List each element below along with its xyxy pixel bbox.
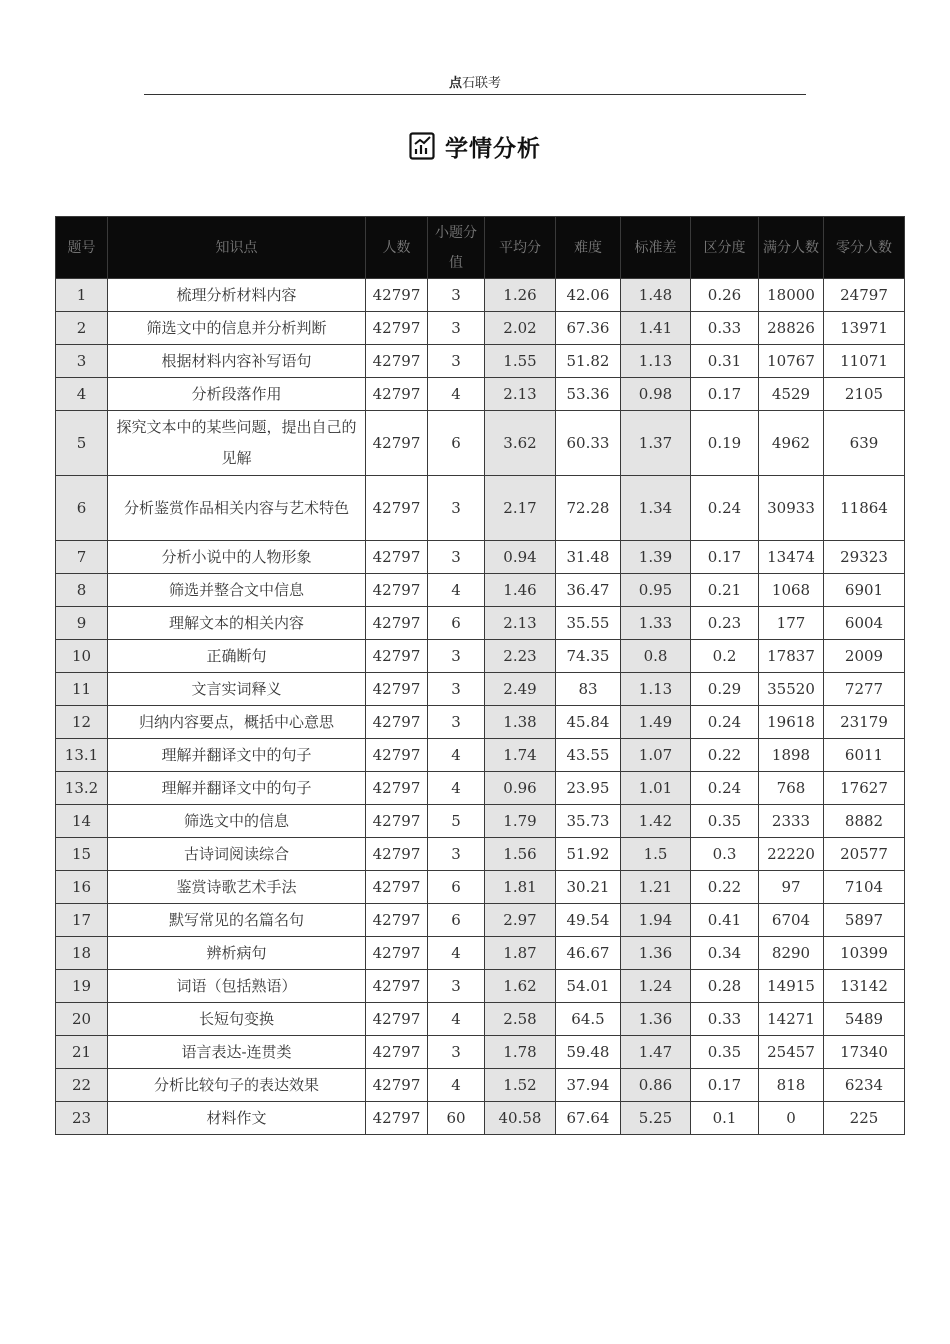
cell-average: 3.62 — [485, 411, 556, 476]
cell-score-value: 3 — [428, 312, 485, 345]
cell-number: 15 — [56, 838, 108, 871]
cell-full-score: 30933 — [759, 476, 824, 541]
cell-full-score: 4529 — [759, 378, 824, 411]
cell-stddev: 1.37 — [621, 411, 691, 476]
cell-knowledge: 词语（包括熟语） — [108, 970, 366, 1003]
cell-average: 1.81 — [485, 871, 556, 904]
cell-knowledge: 古诗词阅读综合 — [108, 838, 366, 871]
cell-full-score: 13474 — [759, 541, 824, 574]
cell-number: 7 — [56, 541, 108, 574]
cell-difficulty: 45.84 — [556, 706, 621, 739]
cell-count: 42797 — [366, 673, 428, 706]
cell-count: 42797 — [366, 970, 428, 1003]
cell-stddev: 1.94 — [621, 904, 691, 937]
analysis-chart-icon — [409, 132, 435, 160]
cell-full-score: 0 — [759, 1102, 824, 1135]
table-row — [56, 937, 905, 970]
cell-stddev: 1.42 — [621, 805, 691, 838]
cell-score-value: 6 — [428, 904, 485, 937]
page-header — [144, 70, 806, 95]
cell-zero-score: 11864 — [824, 476, 905, 541]
cell-knowledge: 辨析病句 — [108, 937, 366, 970]
col-header-full-score: 满分人数 — [759, 217, 824, 279]
cell-discrimination: 0.17 — [691, 1069, 759, 1102]
cell-average: 2.13 — [485, 607, 556, 640]
col-header-number: 题号 — [56, 217, 108, 279]
cell-knowledge: 根据材料内容补写语句 — [108, 345, 366, 378]
cell-stddev: 1.47 — [621, 1036, 691, 1069]
cell-full-score: 177 — [759, 607, 824, 640]
cell-difficulty: 51.92 — [556, 838, 621, 871]
cell-score-value: 3 — [428, 476, 485, 541]
title-text: 学情分析 — [445, 135, 541, 162]
cell-stddev: 0.8 — [621, 640, 691, 673]
cell-full-score: 6704 — [759, 904, 824, 937]
cell-knowledge: 文言实词释义 — [108, 673, 366, 706]
cell-score-value: 3 — [428, 345, 485, 378]
cell-full-score: 19618 — [759, 706, 824, 739]
cell-discrimination: 0.22 — [691, 871, 759, 904]
cell-stddev: 1.36 — [621, 1003, 691, 1036]
cell-stddev: 0.95 — [621, 574, 691, 607]
cell-zero-score: 8882 — [824, 805, 905, 838]
table-header-row — [56, 217, 905, 279]
cell-zero-score: 13142 — [824, 970, 905, 1003]
cell-number: 20 — [56, 1003, 108, 1036]
cell-knowledge: 分析小说中的人物形象 — [108, 541, 366, 574]
cell-average: 1.62 — [485, 970, 556, 1003]
cell-count: 42797 — [366, 574, 428, 607]
table-row — [56, 279, 905, 312]
table-row — [56, 312, 905, 345]
cell-difficulty: 54.01 — [556, 970, 621, 1003]
cell-knowledge: 梳理分析材料内容 — [108, 279, 366, 312]
cell-discrimination: 0.34 — [691, 937, 759, 970]
cell-average: 1.87 — [485, 937, 556, 970]
cell-stddev: 1.01 — [621, 772, 691, 805]
cell-score-value: 3 — [428, 673, 485, 706]
cell-discrimination: 0.35 — [691, 1036, 759, 1069]
cell-full-score: 97 — [759, 871, 824, 904]
cell-count: 42797 — [366, 607, 428, 640]
cell-knowledge: 筛选文中的信息 — [108, 805, 366, 838]
cell-full-score: 35520 — [759, 673, 824, 706]
cell-stddev: 1.48 — [621, 279, 691, 312]
cell-stddev: 5.25 — [621, 1102, 691, 1135]
cell-score-value: 4 — [428, 937, 485, 970]
cell-count: 42797 — [366, 1069, 428, 1102]
cell-number: 9 — [56, 607, 108, 640]
cell-average: 1.55 — [485, 345, 556, 378]
cell-score-value: 3 — [428, 279, 485, 312]
cell-stddev: 1.07 — [621, 739, 691, 772]
cell-zero-score: 7104 — [824, 871, 905, 904]
cell-discrimination: 0.2 — [691, 640, 759, 673]
cell-difficulty: 51.82 — [556, 345, 621, 378]
header-brand: 点石联考 — [448, 76, 502, 91]
cell-number: 5 — [56, 411, 108, 476]
cell-full-score: 2333 — [759, 805, 824, 838]
cell-zero-score: 20577 — [824, 838, 905, 871]
cell-stddev: 1.39 — [621, 541, 691, 574]
cell-score-value: 4 — [428, 378, 485, 411]
cell-full-score: 768 — [759, 772, 824, 805]
cell-count: 42797 — [366, 541, 428, 574]
cell-number: 13.2 — [56, 772, 108, 805]
cell-score-value: 5 — [428, 805, 485, 838]
cell-number: 8 — [56, 574, 108, 607]
cell-stddev: 1.13 — [621, 345, 691, 378]
cell-difficulty: 72.28 — [556, 476, 621, 541]
table-row — [56, 970, 905, 1003]
cell-zero-score: 2105 — [824, 378, 905, 411]
cell-difficulty: 83 — [556, 673, 621, 706]
cell-knowledge: 正确断句 — [108, 640, 366, 673]
cell-average: 2.58 — [485, 1003, 556, 1036]
table-row — [56, 541, 905, 574]
col-header-difficulty: 难度 — [556, 217, 621, 279]
cell-zero-score: 13971 — [824, 312, 905, 345]
col-header-stddev: 标准差 — [621, 217, 691, 279]
cell-number: 18 — [56, 937, 108, 970]
cell-difficulty: 31.48 — [556, 541, 621, 574]
cell-difficulty: 67.64 — [556, 1102, 621, 1135]
cell-difficulty: 23.95 — [556, 772, 621, 805]
cell-count: 42797 — [366, 904, 428, 937]
table-row — [56, 378, 905, 411]
cell-average: 1.74 — [485, 739, 556, 772]
cell-full-score: 1068 — [759, 574, 824, 607]
cell-score-value: 6 — [428, 411, 485, 476]
cell-zero-score: 5489 — [824, 1003, 905, 1036]
cell-zero-score: 17627 — [824, 772, 905, 805]
table-body — [56, 279, 905, 1135]
cell-difficulty: 35.73 — [556, 805, 621, 838]
cell-knowledge: 探究文本中的某些问题，提出自己的见解 — [108, 411, 366, 476]
cell-discrimination: 0.35 — [691, 805, 759, 838]
col-header-score-value: 小题分值 — [428, 217, 485, 279]
cell-full-score: 17837 — [759, 640, 824, 673]
cell-score-value: 4 — [428, 739, 485, 772]
table-row — [56, 476, 905, 541]
cell-full-score: 4962 — [759, 411, 824, 476]
cell-knowledge: 语言表达-连贯类 — [108, 1036, 366, 1069]
analysis-table — [55, 216, 905, 1135]
cell-stddev: 1.41 — [621, 312, 691, 345]
table-row — [56, 574, 905, 607]
cell-discrimination: 0.22 — [691, 739, 759, 772]
cell-average: 2.49 — [485, 673, 556, 706]
cell-stddev: 0.98 — [621, 378, 691, 411]
cell-difficulty: 37.94 — [556, 1069, 621, 1102]
cell-zero-score: 639 — [824, 411, 905, 476]
cell-zero-score: 5897 — [824, 904, 905, 937]
cell-score-value: 60 — [428, 1102, 485, 1135]
cell-count: 42797 — [366, 937, 428, 970]
cell-zero-score: 6004 — [824, 607, 905, 640]
col-header-knowledge: 知识点 — [108, 217, 366, 279]
cell-number: 16 — [56, 871, 108, 904]
cell-score-value: 3 — [428, 541, 485, 574]
col-header-zero-score: 零分人数 — [824, 217, 905, 279]
cell-zero-score: 11071 — [824, 345, 905, 378]
cell-number: 13.1 — [56, 739, 108, 772]
cell-number: 4 — [56, 378, 108, 411]
cell-average: 2.13 — [485, 378, 556, 411]
cell-knowledge: 理解文本的相关内容 — [108, 607, 366, 640]
cell-score-value: 4 — [428, 574, 485, 607]
cell-average: 2.02 — [485, 312, 556, 345]
cell-zero-score: 29323 — [824, 541, 905, 574]
cell-zero-score: 6011 — [824, 739, 905, 772]
cell-knowledge: 分析段落作用 — [108, 378, 366, 411]
cell-average: 1.26 — [485, 279, 556, 312]
cell-average: 1.46 — [485, 574, 556, 607]
cell-stddev: 1.33 — [621, 607, 691, 640]
cell-count: 42797 — [366, 772, 428, 805]
cell-knowledge: 分析鉴赏作品相关内容与艺术特色 — [108, 476, 366, 541]
cell-count: 42797 — [366, 345, 428, 378]
cell-discrimination: 0.19 — [691, 411, 759, 476]
cell-number: 11 — [56, 673, 108, 706]
cell-stddev: 1.21 — [621, 871, 691, 904]
cell-discrimination: 0.3 — [691, 838, 759, 871]
cell-full-score: 14271 — [759, 1003, 824, 1036]
cell-zero-score: 6901 — [824, 574, 905, 607]
cell-knowledge: 理解并翻译文中的句子 — [108, 772, 366, 805]
cell-average: 2.23 — [485, 640, 556, 673]
cell-discrimination: 0.28 — [691, 970, 759, 1003]
cell-knowledge: 分析比较句子的表达效果 — [108, 1069, 366, 1102]
cell-difficulty: 35.55 — [556, 607, 621, 640]
table-row — [56, 1036, 905, 1069]
cell-count: 42797 — [366, 312, 428, 345]
cell-discrimination: 0.17 — [691, 378, 759, 411]
cell-count: 42797 — [366, 640, 428, 673]
table-row — [56, 838, 905, 871]
cell-average: 1.52 — [485, 1069, 556, 1102]
cell-difficulty: 36.47 — [556, 574, 621, 607]
cell-zero-score: 225 — [824, 1102, 905, 1135]
cell-discrimination: 0.23 — [691, 607, 759, 640]
cell-full-score: 1898 — [759, 739, 824, 772]
cell-number: 3 — [56, 345, 108, 378]
cell-knowledge: 默写常见的名篇名句 — [108, 904, 366, 937]
cell-difficulty: 30.21 — [556, 871, 621, 904]
cell-knowledge: 筛选文中的信息并分析判断 — [108, 312, 366, 345]
table-row — [56, 673, 905, 706]
cell-score-value: 3 — [428, 838, 485, 871]
cell-discrimination: 0.31 — [691, 345, 759, 378]
cell-zero-score: 23179 — [824, 706, 905, 739]
cell-difficulty: 60.33 — [556, 411, 621, 476]
cell-knowledge: 长短句变换 — [108, 1003, 366, 1036]
cell-full-score: 18000 — [759, 279, 824, 312]
cell-knowledge: 理解并翻译文中的句子 — [108, 739, 366, 772]
cell-discrimination: 0.26 — [691, 279, 759, 312]
cell-count: 42797 — [366, 805, 428, 838]
cell-score-value: 6 — [428, 871, 485, 904]
col-header-discrimination: 区分度 — [691, 217, 759, 279]
cell-discrimination: 0.1 — [691, 1102, 759, 1135]
col-header-count: 人数 — [366, 217, 428, 279]
cell-full-score: 10767 — [759, 345, 824, 378]
table-row — [56, 411, 905, 476]
cell-number: 19 — [56, 970, 108, 1003]
cell-count: 42797 — [366, 739, 428, 772]
cell-number: 22 — [56, 1069, 108, 1102]
cell-count: 42797 — [366, 378, 428, 411]
cell-average: 1.56 — [485, 838, 556, 871]
cell-difficulty: 59.48 — [556, 1036, 621, 1069]
cell-knowledge: 材料作文 — [108, 1102, 366, 1135]
page-title — [0, 128, 950, 164]
table-row — [56, 805, 905, 838]
cell-number: 23 — [56, 1102, 108, 1135]
cell-zero-score: 6234 — [824, 1069, 905, 1102]
cell-count: 42797 — [366, 871, 428, 904]
cell-score-value: 3 — [428, 1036, 485, 1069]
cell-count: 42797 — [366, 476, 428, 541]
cell-score-value: 3 — [428, 970, 485, 1003]
cell-number: 1 — [56, 279, 108, 312]
cell-discrimination: 0.24 — [691, 772, 759, 805]
cell-average: 2.97 — [485, 904, 556, 937]
cell-number: 21 — [56, 1036, 108, 1069]
cell-stddev: 1.24 — [621, 970, 691, 1003]
cell-discrimination: 0.17 — [691, 541, 759, 574]
cell-number: 10 — [56, 640, 108, 673]
cell-number: 6 — [56, 476, 108, 541]
cell-number: 12 — [56, 706, 108, 739]
cell-difficulty: 74.35 — [556, 640, 621, 673]
cell-count: 42797 — [366, 1003, 428, 1036]
table-row — [56, 706, 905, 739]
cell-score-value: 4 — [428, 1069, 485, 1102]
cell-discrimination: 0.24 — [691, 706, 759, 739]
cell-zero-score: 7277 — [824, 673, 905, 706]
cell-count: 42797 — [366, 411, 428, 476]
cell-discrimination: 0.21 — [691, 574, 759, 607]
cell-number: 14 — [56, 805, 108, 838]
cell-score-value: 4 — [428, 1003, 485, 1036]
cell-average: 1.38 — [485, 706, 556, 739]
table-row — [56, 772, 905, 805]
cell-discrimination: 0.24 — [691, 476, 759, 541]
cell-full-score: 818 — [759, 1069, 824, 1102]
table-row — [56, 607, 905, 640]
cell-discrimination: 0.33 — [691, 312, 759, 345]
cell-count: 42797 — [366, 706, 428, 739]
table-row — [56, 1102, 905, 1135]
table-row — [56, 640, 905, 673]
table-row — [56, 739, 905, 772]
cell-difficulty: 53.36 — [556, 378, 621, 411]
cell-average: 2.17 — [485, 476, 556, 541]
cell-zero-score: 24797 — [824, 279, 905, 312]
cell-difficulty: 49.54 — [556, 904, 621, 937]
cell-full-score: 14915 — [759, 970, 824, 1003]
cell-full-score: 22220 — [759, 838, 824, 871]
cell-score-value: 3 — [428, 640, 485, 673]
cell-zero-score: 17340 — [824, 1036, 905, 1069]
cell-score-value: 4 — [428, 772, 485, 805]
cell-number: 2 — [56, 312, 108, 345]
cell-average: 0.96 — [485, 772, 556, 805]
cell-full-score: 25457 — [759, 1036, 824, 1069]
col-header-average: 平均分 — [485, 217, 556, 279]
cell-difficulty: 67.36 — [556, 312, 621, 345]
cell-average: 40.58 — [485, 1102, 556, 1135]
cell-score-value: 6 — [428, 607, 485, 640]
table-row — [56, 904, 905, 937]
table-row — [56, 871, 905, 904]
cell-discrimination: 0.33 — [691, 1003, 759, 1036]
cell-difficulty: 43.55 — [556, 739, 621, 772]
cell-discrimination: 0.29 — [691, 673, 759, 706]
cell-zero-score: 10399 — [824, 937, 905, 970]
cell-knowledge: 归纳内容要点，概括中心意思 — [108, 706, 366, 739]
cell-stddev: 1.34 — [621, 476, 691, 541]
cell-knowledge: 筛选并整合文中信息 — [108, 574, 366, 607]
table-row — [56, 1003, 905, 1036]
cell-stddev: 0.86 — [621, 1069, 691, 1102]
cell-stddev: 1.49 — [621, 706, 691, 739]
cell-stddev: 1.5 — [621, 838, 691, 871]
cell-difficulty: 42.06 — [556, 279, 621, 312]
cell-full-score: 28826 — [759, 312, 824, 345]
cell-knowledge: 鉴赏诗歌艺术手法 — [108, 871, 366, 904]
cell-count: 42797 — [366, 1036, 428, 1069]
cell-difficulty: 64.5 — [556, 1003, 621, 1036]
cell-score-value: 3 — [428, 706, 485, 739]
cell-zero-score: 2009 — [824, 640, 905, 673]
cell-count: 42797 — [366, 279, 428, 312]
cell-stddev: 1.36 — [621, 937, 691, 970]
cell-count: 42797 — [366, 838, 428, 871]
cell-number: 17 — [56, 904, 108, 937]
cell-count: 42797 — [366, 1102, 428, 1135]
cell-full-score: 8290 — [759, 937, 824, 970]
table-row — [56, 345, 905, 378]
cell-stddev: 1.13 — [621, 673, 691, 706]
table-row — [56, 1069, 905, 1102]
cell-discrimination: 0.41 — [691, 904, 759, 937]
cell-difficulty: 46.67 — [556, 937, 621, 970]
cell-average: 1.79 — [485, 805, 556, 838]
cell-average: 1.78 — [485, 1036, 556, 1069]
cell-average: 0.94 — [485, 541, 556, 574]
